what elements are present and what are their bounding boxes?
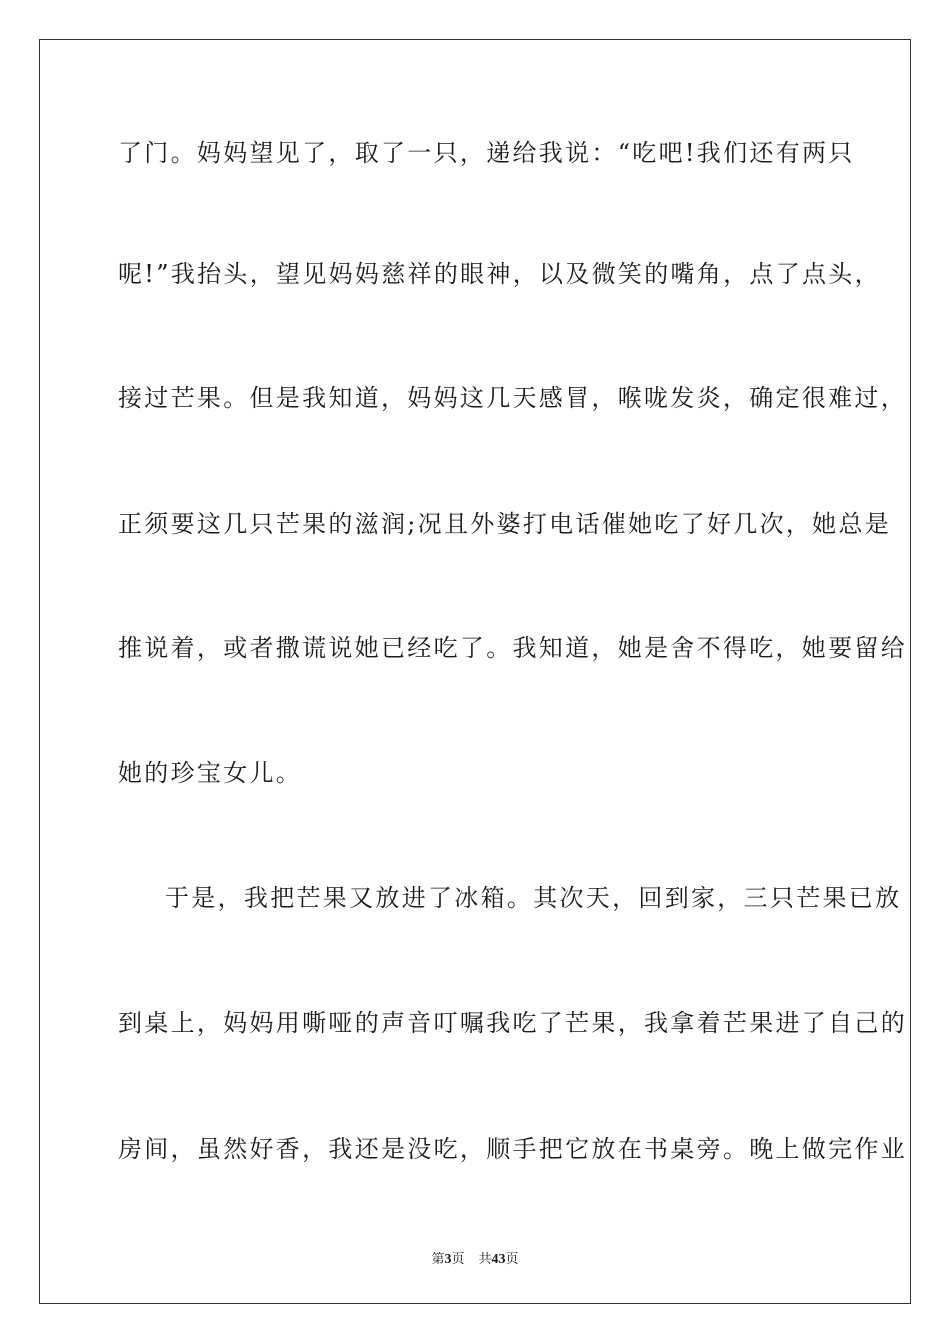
total-prefix: 共	[478, 1252, 492, 1267]
page-border	[39, 39, 911, 1304]
page-suffix: 页	[451, 1252, 465, 1267]
text-line-5: 推说着，或者撒谎说她已经吃了。我知道，她是舍不得吃，她要留给	[118, 634, 907, 662]
text-line-2: 呢!”我抬头，望见妈妈慈祥的眼神，以及微笑的嘴角，点了点头，	[118, 260, 881, 288]
page-number: 3	[444, 1252, 452, 1267]
text-line-4: 正须要这几只芒果的滋润;况且外婆打电话催她吃了好几次，她总是	[118, 510, 892, 538]
total-suffix: 页	[505, 1252, 519, 1267]
text-line-6: 她的珍宝女儿。	[118, 759, 303, 787]
text-line-9: 房间，虽然好香，我还是没吃，顺手把它放在书桌旁。晚上做完作业	[118, 1135, 907, 1163]
paragraph-indented-line: 于是，我把芒果又放进了冰箱。其次天，回到家，三只芒果已放	[165, 884, 902, 912]
total-pages: 43	[491, 1252, 506, 1267]
page-footer	[0, 1248, 950, 1268]
page-prefix: 第	[431, 1252, 445, 1267]
text-line-8: 到桌上，妈妈用嘶哑的声音叮嘱我吃了芒果，我拿着芒果进了自己的	[118, 1009, 907, 1037]
text-line-1: 了门。妈妈望见了，取了一只，递给我说：“吃吧!我们还有两只	[118, 139, 855, 167]
text-line-3: 接过芒果。但是我知道，妈妈这几天感冒，喉咙发炎，确定很难过，	[118, 384, 907, 412]
